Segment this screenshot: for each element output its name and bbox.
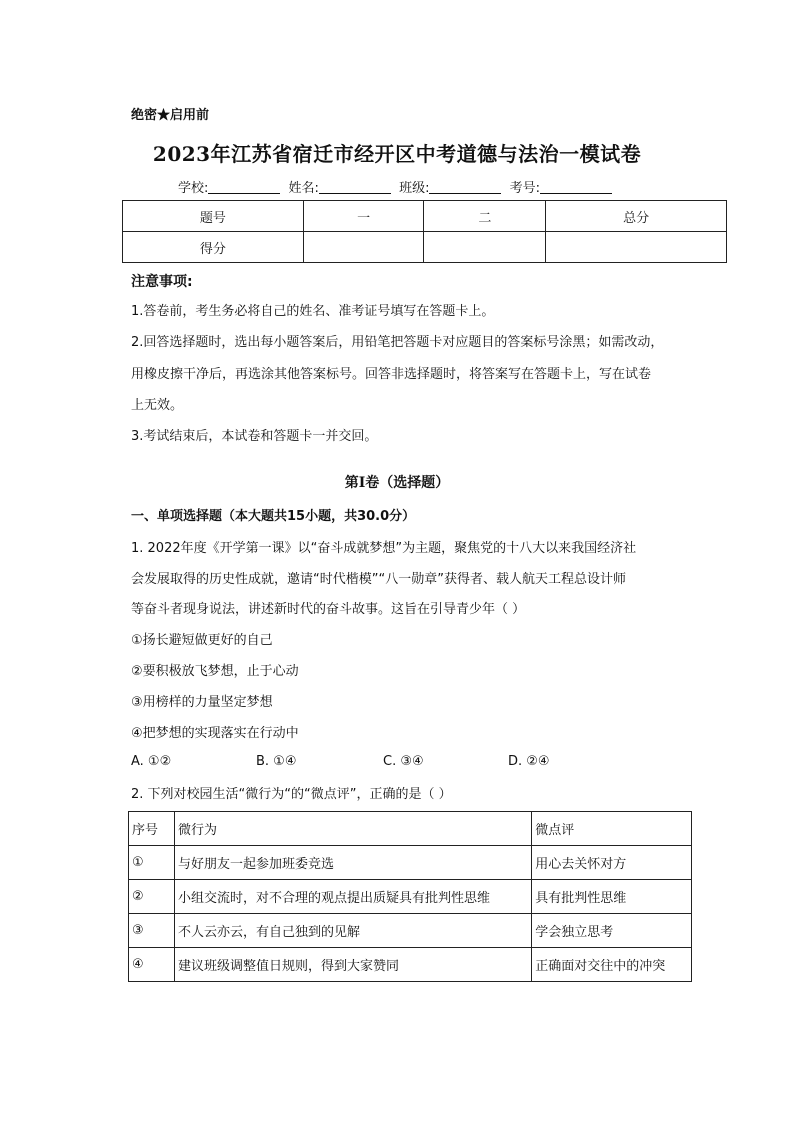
name-label: 姓名:: [288, 181, 319, 196]
table-row: [129, 846, 692, 880]
notice-line: 用橡皮擦干净后，再选涂其他答案标号。回答非选择题时，将答案写在答题卡上，写在试卷: [131, 367, 652, 382]
score-input-cell[interactable]: [424, 232, 546, 263]
notice-title: 注意事项:: [131, 274, 193, 290]
table-cell: 用心去关怀对方: [532, 846, 692, 880]
table-cell: ①: [129, 846, 175, 880]
question-1-item: ④把梦想的实现落实在行动中: [131, 726, 299, 741]
notice-line: 1.答卷前，考生务必将自己的姓名、准考证号填写在答题卡上。: [131, 304, 495, 319]
table-row: [129, 880, 692, 914]
score-cell: 一: [303, 201, 424, 232]
question-2-table: [128, 811, 692, 982]
question-1-item: ②要积极放飞梦想，止于心动: [131, 664, 299, 679]
table-cell: 正确面对交往中的冲突: [532, 948, 692, 982]
score-input-cell[interactable]: [303, 232, 424, 263]
score-cell: 二: [424, 201, 546, 232]
name-blank[interactable]: [319, 181, 391, 194]
table-header-cell: 微行为: [174, 812, 531, 846]
table-cell: 具有批判性思维: [532, 880, 692, 914]
section-title: 第Ⅰ卷（选择题）: [344, 475, 450, 491]
table-header-cell: 序号: [129, 812, 175, 846]
question-1-item: ①扬长避短做更好的自己: [131, 633, 273, 648]
class-label: 班级:: [399, 181, 430, 196]
table-cell: 不人云亦云，有自己独到的见解: [174, 914, 531, 948]
table-cell: 学会独立思考: [532, 914, 692, 948]
school-label: 学校:: [178, 181, 209, 196]
table-cell: 小组交流时，对不合理的观点提出质疑具有批判性思维: [174, 880, 531, 914]
student-info-line: [0, 177, 794, 196]
notice-line: 2.回答选择题时，选出每小题答案后，用铅笔把答题卡对应题目的答案标号涂黑；如需改动，: [131, 335, 664, 350]
table-cell: 与好朋友一起参加班委竞选: [174, 846, 531, 880]
question-2-stem: 2. 下列对校园生活“微行为“的“微点评”，正确的是（ ）: [131, 787, 452, 802]
table-cell: ②: [129, 880, 175, 914]
question-1-line: 1. 2022年度《开学第一课》以“奋斗成就梦想”为主题，聚焦党的十八大以来我国经济社: [131, 541, 637, 556]
option-d[interactable]: D. ②④: [508, 754, 550, 769]
score-table-score-row: [123, 232, 727, 263]
table-row: [129, 914, 692, 948]
table-row: [129, 948, 692, 982]
secret-label: 绝密★启用前: [131, 108, 210, 123]
class-blank[interactable]: [429, 181, 501, 194]
table-header-cell: 微点评: [532, 812, 692, 846]
score-table-header-row: [123, 201, 727, 232]
notice-line: 3.考试结束后，本试卷和答题卡一并交回。: [131, 429, 378, 444]
table-header-row: [129, 812, 692, 846]
question-1-line: 会发展取得的历史性成就，邀请“时代楷模”“八一勋章”获得者、载人航天工程总设计师: [131, 572, 626, 587]
exam-title: 2023年江苏省宿迁市经开区中考道德与法治一模试卷: [152, 142, 642, 166]
notice-line: 上无效。: [131, 398, 184, 413]
option-c[interactable]: C. ③④: [383, 754, 424, 769]
exam-number-blank[interactable]: [540, 181, 612, 194]
table-cell: 建议班级调整值日规则，得到大家赞同: [174, 948, 531, 982]
score-cell: 题号: [123, 201, 304, 232]
question-1-item: ③用榜样的力量坚定梦想: [131, 695, 273, 710]
school-blank[interactable]: [208, 181, 280, 194]
score-input-cell[interactable]: [546, 232, 727, 263]
score-table: [122, 200, 727, 263]
score-cell: 得分: [123, 232, 304, 263]
table-cell: ④: [129, 948, 175, 982]
part-title: 一、单项选择题（本大题共15小题，共30.0分）: [131, 509, 416, 524]
score-cell: 总分: [546, 201, 727, 232]
table-cell: ③: [129, 914, 175, 948]
option-b[interactable]: B. ①④: [256, 754, 297, 769]
question-1-line: 等奋斗者现身说法，讲述新时代的奋斗故事。这旨在引导青少年（ ）: [131, 602, 526, 617]
exam-number-label: 考号:: [509, 181, 540, 196]
option-a[interactable]: A. ①②: [131, 754, 172, 769]
